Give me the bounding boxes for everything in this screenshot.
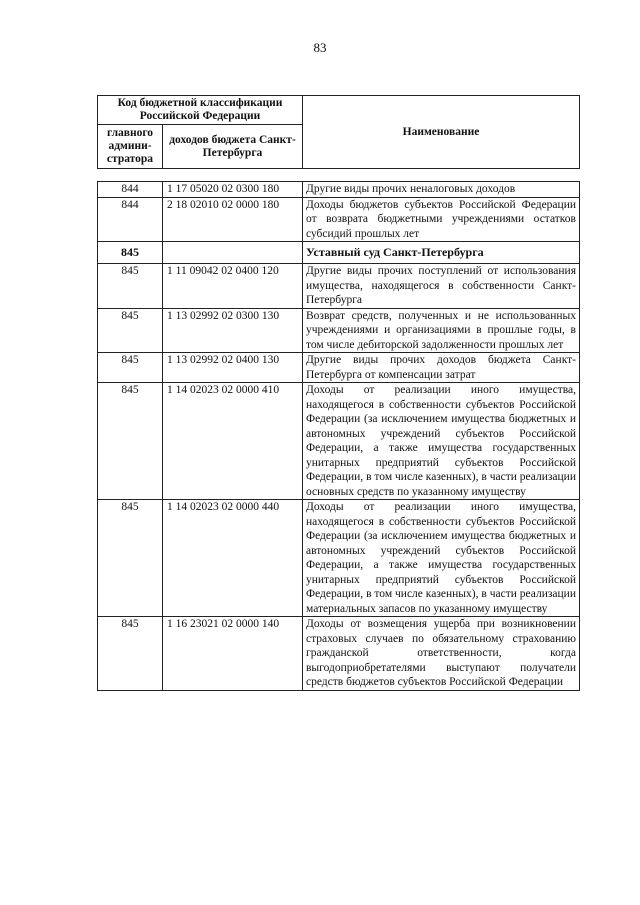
income-code: 1 13 02992 02 0400 130 xyxy=(163,353,303,383)
income-name: Другие виды прочих доходов бюджета Санкт-Петербурга от компенсации затрат xyxy=(303,353,580,383)
income-code: 1 14 02023 02 0000 440 xyxy=(163,500,303,617)
income-name: Возврат средств, полученных и не использованных учреждениями и организациями в прошлые годы, в том числе дебиторской задолженности прошлых лет xyxy=(303,308,580,353)
income-code xyxy=(163,242,303,264)
admin-code: 845 xyxy=(98,308,163,353)
table-row xyxy=(98,197,580,242)
table-row xyxy=(98,500,580,617)
income-name: Другие виды прочих неналоговых доходов xyxy=(303,182,580,198)
income-name: Доходы от реализации иного имущества, находящегося в собственности субъектов Российской Федерации (за исключением имущества бюджетных и автономных учреждений субъектов Российской Федерации, а также имущества государственных унитарных предприятий субъектов Российской Федерации, в том числе казенных), в части реализации материальных запасов по указанному имуществу xyxy=(303,500,580,617)
admin-code: 845 xyxy=(98,242,163,264)
income-code: 1 16 23021 02 0000 140 xyxy=(163,617,303,691)
income-name: Другие виды прочих поступлений от использования имущества, находящегося в собственности Санкт-Петербурга xyxy=(303,264,580,309)
income-code: 1 11 09042 02 0400 120 xyxy=(163,264,303,309)
admin-code: 845 xyxy=(98,383,163,500)
header-main-administrator: главного админи-стратора xyxy=(98,125,163,169)
header-name: Наименование xyxy=(303,96,580,169)
header-budget-income: доходов бюджета Санкт-Петербурга xyxy=(163,125,303,169)
table-row xyxy=(98,617,580,691)
page-number: 83 xyxy=(313,40,327,55)
income-code: 1 14 02023 02 0000 410 xyxy=(163,383,303,500)
income-name: Доходы от реализации иного имущества, находящегося в собственности субъектов Российской Федерации (за исключением имущества бюджетных и автономных учреждений субъектов Российской Федерации, а также имущества государственных унитарных предприятий субъектов Российской Федерации, в том числе казенных), в части реализации основных средств по указанному имуществу xyxy=(303,383,580,500)
income-name: Доходы бюджетов субъектов Российской Федерации от возврата бюджетными учреждениями остатков субсидий прошлых лет xyxy=(303,197,580,242)
income-name: Доходы от возмещения ущерба при возникновении страховых случаев по обязательному страхованию гражданской ответственности, когда выгодоприобретателями выступают получатели средств бюджетов субъектов Российской Федерации xyxy=(303,617,580,691)
budget-codes-table xyxy=(97,181,580,691)
table-header xyxy=(97,95,580,169)
income-code: 1 13 02992 02 0300 130 xyxy=(163,308,303,353)
section-title: Уставный суд Санкт-Петербурга xyxy=(303,242,580,264)
admin-code: 845 xyxy=(98,353,163,383)
table-row xyxy=(98,308,580,353)
table-row xyxy=(98,383,580,500)
admin-code: 845 xyxy=(98,500,163,617)
admin-code: 845 xyxy=(98,617,163,691)
income-code: 1 17 05020 02 0300 180 xyxy=(163,182,303,198)
table-row xyxy=(98,182,580,198)
table-row-section xyxy=(98,242,580,264)
admin-code: 845 xyxy=(98,264,163,309)
admin-code: 844 xyxy=(98,182,163,198)
table-row xyxy=(98,264,580,309)
income-code: 2 18 02010 02 0000 180 xyxy=(163,197,303,242)
header-budget-classification-code: Код бюджетной классификации Российской Федерации xyxy=(98,96,303,125)
table-row xyxy=(98,353,580,383)
admin-code: 844 xyxy=(98,197,163,242)
